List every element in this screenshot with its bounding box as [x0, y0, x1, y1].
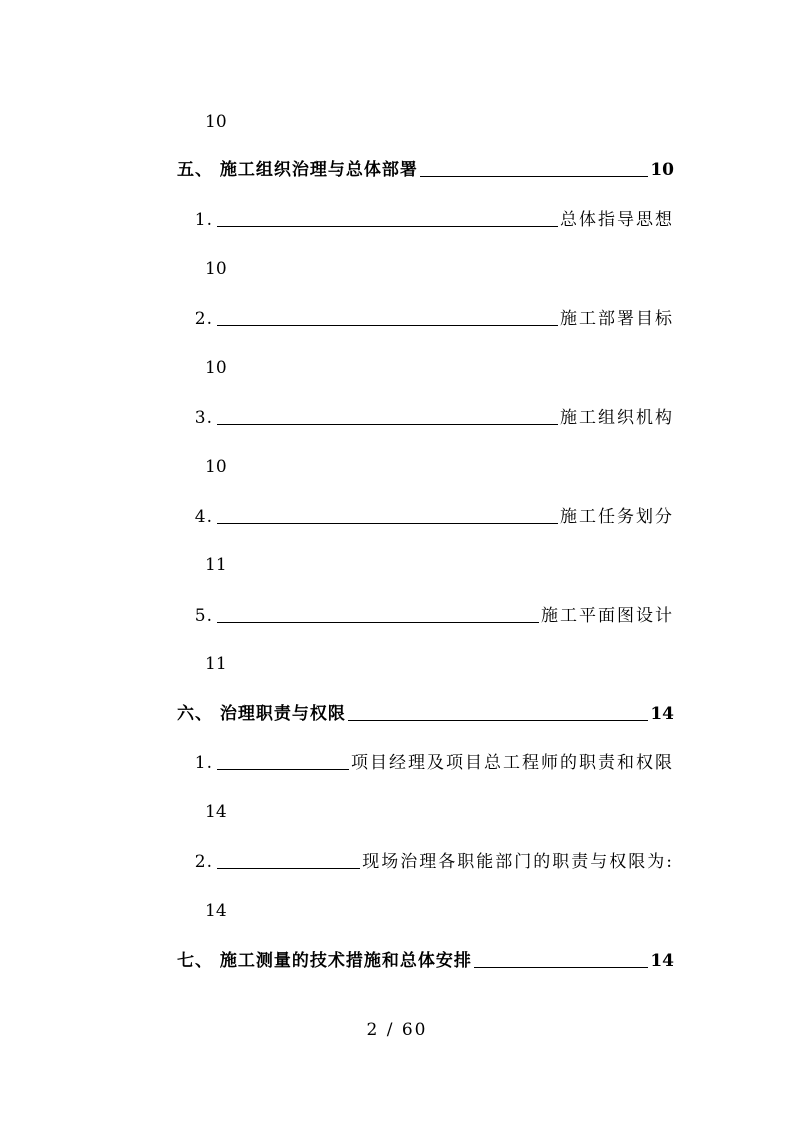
toc-item-label: 施工平面图设计 — [541, 606, 674, 626]
toc-leader-line — [217, 769, 349, 770]
toc-item-number: 1. — [194, 210, 213, 230]
toc-item-page: 10 — [205, 358, 227, 378]
toc-item-label: 现场治理各职能部门的职责与权限为: — [362, 852, 674, 872]
toc-item-page: 10 — [205, 259, 227, 279]
toc-item-number: 5. — [194, 606, 213, 626]
toc-section-title: 六、 治理职责与权限 — [177, 704, 346, 724]
toc-item-page: 11 — [205, 555, 227, 575]
toc-section-title: 五、 施工组织治理与总体部署 — [177, 160, 418, 180]
toc-leader-line — [217, 523, 558, 524]
toc-item[interactable] — [177, 406, 674, 430]
toc-item-number: 1. — [194, 753, 213, 773]
toc-page-number: 10 — [205, 112, 227, 132]
toc-section-page: 10 — [650, 160, 674, 180]
toc-item-number: 2. — [194, 852, 213, 872]
toc-leader-line — [217, 868, 360, 869]
toc-item[interactable] — [177, 307, 674, 331]
page-indicator: 2 / 60 — [366, 1020, 428, 1040]
toc-leader-line — [474, 967, 648, 968]
toc-leader-line — [348, 720, 648, 721]
toc-item-number: 3. — [194, 408, 213, 428]
toc-item-page: 14 — [205, 901, 227, 921]
toc-section-page: 14 — [650, 951, 674, 971]
toc-section-title: 七、 施工测量的技术措施和总体安排 — [177, 951, 472, 971]
toc-leader-line — [217, 325, 558, 326]
toc-item-number: 4. — [194, 507, 213, 527]
toc-leader-line — [217, 226, 558, 227]
toc-item-number: 2. — [194, 309, 213, 329]
toc-item[interactable] — [177, 505, 674, 529]
toc-item-label: 总体指导思想 — [560, 210, 674, 230]
toc-item-label: 施工组织机构 — [560, 408, 674, 428]
toc-leader-line — [217, 622, 539, 623]
toc-section-seven[interactable] — [177, 949, 674, 973]
toc-section-six[interactable] — [177, 702, 674, 726]
toc-section-page: 14 — [650, 704, 674, 724]
toc-item[interactable] — [177, 208, 674, 232]
toc-item-page: 11 — [205, 654, 227, 674]
toc-item-label: 施工部署目标 — [560, 309, 674, 329]
toc-item-page: 10 — [205, 457, 227, 477]
toc-item[interactable] — [177, 850, 674, 874]
toc-item-page: 14 — [205, 802, 227, 822]
toc-item-label: 施工任务划分 — [560, 507, 674, 527]
toc-item[interactable] — [177, 604, 674, 628]
toc-item-label: 项目经理及项目总工程师的职责和权限 — [351, 753, 674, 773]
toc-section-five[interactable] — [177, 158, 674, 182]
toc-leader-line — [217, 424, 558, 425]
toc-item[interactable] — [177, 751, 674, 775]
toc-leader-line — [420, 176, 648, 177]
